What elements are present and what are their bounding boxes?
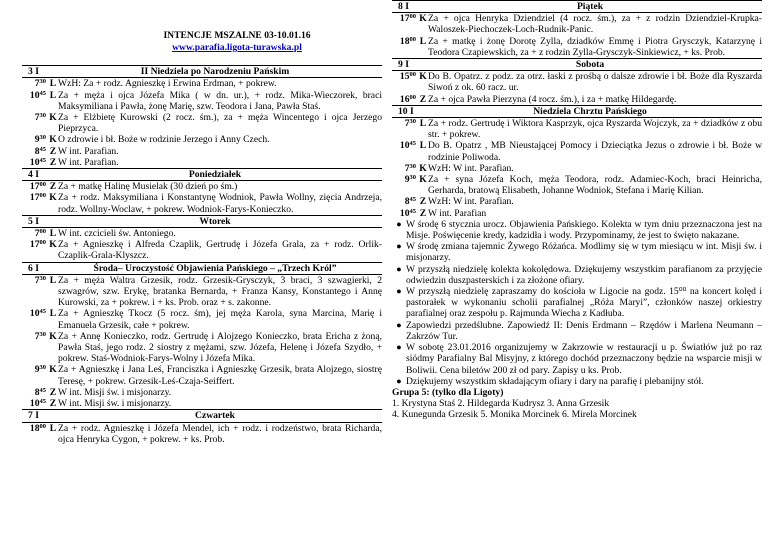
mass-time	[22, 134, 48, 145]
mass-time	[392, 196, 418, 207]
mass-intention	[392, 140, 762, 162]
day-title: Wtorek	[199, 215, 231, 227]
mass-hour: 18	[29, 422, 40, 434]
mass-hour: 8	[404, 196, 410, 208]
mass-intention	[22, 134, 382, 145]
day-date: 6 I	[28, 262, 39, 274]
mass-intention	[22, 331, 382, 365]
mass-place: Z	[49, 181, 57, 193]
day-header	[22, 65, 382, 78]
day-header	[22, 409, 382, 422]
mass-hour: 10	[399, 140, 410, 152]
announcement-item	[392, 342, 762, 376]
announcement-item	[392, 241, 762, 263]
day-date: 8 I	[398, 1, 409, 12]
mass-place: Z	[419, 207, 427, 219]
mass-intention	[22, 239, 382, 261]
mass-text: Za + męża i ojca Józefa Mika ( w dn. ur.), + rodz. Mika-Wieczorek, braci Maksymiliana i Pawła, żonę Marię, szw. Teodora i Jana, Pawła Staś.	[58, 89, 382, 112]
announcement-item	[392, 264, 762, 286]
mass-intention	[392, 94, 762, 105]
mass-hour: 10	[29, 308, 40, 320]
mass-place: L	[419, 140, 427, 152]
mass-time	[392, 94, 418, 105]
announcement-item	[392, 286, 762, 320]
day-title: II Niedziela po Narodzeniu Pańskim	[140, 66, 290, 78]
mass-hour: 9	[34, 134, 40, 146]
mass-text: Za + matkę Halinę Musielak (30 dzień po śm.)	[58, 181, 238, 193]
mass-minute: 45	[409, 196, 416, 204]
mass-hour: 18	[399, 35, 410, 47]
right-schedule	[392, 0, 762, 219]
mass-minute: 45	[39, 398, 46, 406]
mass-intention	[392, 196, 762, 207]
mass-time	[22, 192, 48, 214]
announcement-text: W środę zmiana tajemnic Żywego Różańca. Modlimy się w tym miesiącu w int. Misji św. i misjonarzy.	[406, 241, 762, 264]
day-title: Piątek	[576, 1, 604, 12]
day-header	[22, 262, 382, 275]
mass-time	[22, 364, 48, 386]
mass-time	[22, 181, 48, 192]
mass-text: W int. Parafian.	[58, 156, 119, 168]
mass-place: Z	[49, 386, 57, 398]
mass-hour: 10	[29, 89, 40, 101]
mass-time	[392, 36, 418, 58]
mass-text: O zdrowie i bł. Boże w rodzinie Jerzego i Anny Czech.	[58, 134, 270, 146]
mass-minute: 30	[409, 174, 416, 182]
mass-minute: 30	[39, 330, 46, 338]
day-title: Sobota	[575, 59, 605, 71]
mass-text: W int. Parafian.	[58, 145, 119, 157]
mass-text: Za + Agnieszkę i Jana Leś, Franciszka i Agnieszkę Grzesik, brata Alojzego, siostrę Teresę, + pokrew. Grzesik-Leś-Czaja-Seiffert.	[58, 364, 382, 387]
mass-time	[22, 228, 48, 239]
mass-time	[22, 423, 48, 445]
mass-intention	[22, 146, 382, 157]
mass-minute: 00	[39, 239, 46, 247]
mass-hour: 8	[34, 145, 40, 157]
mass-hour: 15	[399, 71, 410, 83]
parish-website-link[interactable]: www.parafia.ligota-turawska.pl	[172, 42, 302, 53]
day-date: 4 I	[28, 169, 39, 181]
mass-intention	[22, 181, 382, 192]
mass-hour: 7	[34, 274, 40, 286]
mass-hour: 10	[399, 207, 410, 219]
mass-time	[392, 140, 418, 162]
announcements	[392, 219, 762, 387]
mass-text: Do B. Opatrz. z podz. za otrz. łaski z prośbą o dalsze zdrowie i bł. Boże dla Ryszarda Siwoń z ok. 60 racz. ur.	[428, 71, 762, 94]
mass-intention	[392, 174, 762, 196]
mass-place: K	[419, 174, 427, 186]
day-header	[22, 215, 382, 228]
mass-time	[22, 90, 48, 112]
mass-hour: 17	[29, 181, 40, 193]
mass-text: Za + matkę i żonę Dorotę Zylla, dziadków Emmę i Piotra Grysczyk, Katarzynę i Teodora Czapiewskich, za + z rodzin Zylla-Grysczyk-Sinkiewicz, + ks. Prob.	[428, 35, 762, 58]
mass-place: K	[49, 192, 57, 204]
mass-intention	[392, 36, 762, 58]
day-header	[392, 0, 762, 13]
mass-minute: 45	[39, 308, 46, 316]
mass-hour: 9	[34, 364, 40, 376]
mass-minute: 45	[39, 89, 46, 97]
mass-intention	[22, 112, 382, 134]
mass-time	[22, 275, 48, 309]
announcement-item	[392, 219, 762, 241]
announcement-item	[392, 320, 762, 342]
mass-hour: 16	[399, 93, 410, 105]
mass-minute: 00	[39, 422, 46, 430]
mass-minute: 00	[39, 228, 46, 236]
mass-minute: 30	[39, 364, 46, 372]
mass-hour: 9	[404, 174, 410, 186]
mass-text: Za + ojca Pawła Pierzyna (4 rocz. śm.), i za + matkę Hildegardę.	[428, 93, 677, 105]
mass-time	[22, 308, 48, 330]
mass-hour: 17	[29, 239, 40, 251]
mass-place: K	[49, 239, 57, 251]
mass-place: L	[49, 228, 57, 240]
mass-place: L	[49, 78, 57, 90]
day-title: Niedziela Chrztu Pańskiego	[533, 105, 647, 117]
announcement-text: Zapowiedzi przedślubne. Zapowiedź II: Denis Erdmann – Rzędów i Marlena Neumann – Zakrzów Tur.	[406, 319, 762, 342]
mass-hour: 8	[34, 386, 40, 398]
mass-hour: 7	[34, 112, 40, 124]
mass-time	[392, 13, 418, 35]
mass-place: K	[419, 13, 427, 25]
mass-place: K	[419, 162, 427, 174]
mass-place: Z	[419, 196, 427, 208]
bullet-icon: ●	[396, 319, 402, 330]
mass-minute: 30	[409, 162, 416, 170]
mass-time	[392, 163, 418, 174]
mass-minute: 30	[39, 274, 46, 282]
mass-time	[22, 387, 48, 398]
mass-intention	[22, 157, 382, 168]
mass-intention	[392, 118, 762, 140]
mass-minute: 45	[39, 156, 46, 164]
mass-place: K	[49, 134, 57, 146]
mass-intention	[22, 192, 382, 214]
mass-intention	[22, 78, 382, 89]
mass-hour: 7	[34, 228, 40, 240]
announcement-text: W sobotę 23.01.2016 organizujemy w Zakrzowie w restauracji u p. Światłów już po raz siódmy Parafialny Bal Misyjny, z którego dochód przeznaczony będzie na wsparcie misji w Boliwii. Cena biletów 200 zł od pary. Zapisy u ks. Prob.	[406, 342, 762, 376]
mass-minute: 45	[39, 145, 46, 153]
mass-text: WzH: W int. Parafian.	[428, 196, 514, 208]
mass-intention	[22, 228, 382, 239]
mass-time	[392, 174, 418, 196]
mass-intention	[22, 275, 382, 309]
mass-intention	[22, 90, 382, 112]
announcement-text: W środę 6 stycznia urocz. Objawienia Pańskiego. Kolekta w tym dniu przeznaczona jest na Misje. Poświęcenie kredy, kadzidła i wody. Przypominamy, że jest to święto nakazane.	[406, 218, 762, 242]
mass-minute: 30	[409, 118, 416, 126]
mass-hour: 7	[34, 330, 40, 342]
mass-text: Za + Agnieszkę Tkocz (5 rocz. śm), jej męża Karola, syna Marcina, Marię i Emanuela Grzesik, całe + pokrew.	[58, 308, 382, 331]
bullet-icon: ●	[396, 263, 402, 274]
mass-text: Za + rodz. Maksymiliana i Konstantynę Wodniok, Pawła Wollny, zięcia Andrzeja, rodz. Wollny-Woclaw, + pokrew. Wodniok-Farys-Konieczko.	[58, 192, 382, 215]
mass-hour: 7	[34, 78, 40, 90]
day-date: 10 I	[398, 105, 414, 117]
announcement-text: Dziękujemy wszystkim składającym ofiary i dary na parafię i plebanijny stół.	[406, 375, 704, 387]
mass-text: Do B. Opatrz , MB Nieustającej Pomocy i Dzieciątka Jezus o zdrowie i bł. Boże w rodzinie Poliwoda.	[428, 140, 762, 163]
mass-intention	[392, 71, 762, 93]
mass-place: K	[49, 330, 57, 342]
mass-time	[22, 239, 48, 261]
mass-time	[22, 112, 48, 134]
mass-place: L	[49, 422, 57, 434]
bullet-icon: ●	[396, 241, 402, 252]
mass-time	[22, 157, 48, 168]
day-date: 7 I	[28, 410, 39, 422]
mass-hour: 10	[29, 156, 40, 168]
mass-intention	[22, 398, 382, 409]
left-schedule	[22, 65, 382, 445]
left-column	[22, 0, 382, 445]
mass-text: W int. Parafian	[428, 207, 487, 219]
mass-minute: 00	[409, 35, 416, 43]
mass-text: Za + Annę Konieczko, rodz. Gertrudę i Alojzego Konieczko, brata Ericha z żoną, Pawła Staś, jego rodz. 2 siostry z mężami, szw. Józefa, Helenę i Józefa Szydło, + pokrew. Staś-Wodniok-Farys-Wolny i Józefa Mika.	[58, 330, 382, 365]
mass-time	[392, 118, 418, 140]
mass-minute: 00	[39, 192, 46, 200]
right-column	[392, 0, 762, 421]
mass-place: Z	[49, 398, 57, 410]
mass-place: Z	[49, 156, 57, 168]
mass-text: WzH: W int. Parafian.	[428, 162, 514, 174]
group-members-line-2: 4. Kunegunda Grzesik 5. Monika Morcinek 6. Mirela Morcinek	[392, 409, 637, 421]
mass-text: Za + syna Józefa Koch, męża Teodora, rodz. Adamiec-Koch, braci Heinricha, Gerharda, bratową Elisabeth, Johanne Wodniok, Stefana i Marię Kilian.	[428, 174, 762, 197]
mass-minute: 30	[39, 112, 46, 120]
mass-text: W int. Misji św. i misjonarzy.	[58, 398, 172, 410]
mass-intention	[392, 163, 762, 174]
announcement-text: W przyszłą niedzielę zapraszamy do kościoła w Ligocie na godz. 15⁰⁰ na koncert kolęd i pastorałek w wykonaniu scholii parafialnej „Róża Maryi”, członków naszej orkiestry parafialnej oraz zespołu p. Rajmunda Wiecha z Kadłuba.	[406, 286, 762, 320]
bullet-icon: ●	[396, 375, 402, 386]
mass-intention	[22, 308, 382, 330]
mass-intention	[392, 13, 762, 35]
mass-minute: 30	[39, 134, 46, 142]
mass-place: L	[49, 308, 57, 320]
mass-place: K	[49, 364, 57, 376]
mass-time	[22, 78, 48, 89]
mass-hour: 7	[404, 162, 410, 174]
page-title: INTENCJE MSZALNE 03-10.01.16	[163, 30, 311, 41]
mass-text: Za + rodz. Gertrudę i Wiktora Kasprzyk, ojca Ryszarda Wojczyk, za + dziadków z obu str. + pokrew.	[428, 118, 762, 141]
mass-text: Za + rodz. Agnieszkę i Józefa Mendel, ich + rodz. i rodzeństwo, brata Richarda, ojca Henryka Cygon, + pokrew. + ks. Prob.	[58, 422, 382, 445]
mass-minute: 45	[409, 207, 416, 215]
mass-minute: 00	[39, 181, 46, 189]
mass-time	[392, 208, 418, 219]
mass-hour: 17	[29, 192, 40, 204]
mass-place: Z	[49, 145, 57, 157]
mass-intention	[392, 208, 762, 219]
mass-place: L	[49, 274, 57, 286]
day-header	[392, 58, 762, 71]
mass-time	[22, 146, 48, 157]
mass-minute: 45	[39, 386, 46, 394]
mass-time	[392, 71, 418, 93]
announcement-text: W przyszłą niedzielę kolekta kokolędowa. Dziękujemy wszystkim parafianom za przyjęcie odwiedzin duszpasterskich i za złożone ofiary.	[406, 263, 762, 286]
mass-text: Za + męża Waltra Grzesik, rodz. Grzesik-Grysczyk, 3 braci, 3 szwagierki, 2 szwagrów, szw. Erykę, bratanka Bernarda, + Franza Kansy, Konstantego i Annę Kurowski, za + pokrew. i + ks. Prob. oraz + s. zakonne.	[58, 274, 382, 309]
day-header	[392, 105, 762, 118]
mass-intention	[22, 423, 382, 445]
mass-minute: 45	[409, 140, 416, 148]
mass-minute: 00	[409, 71, 416, 79]
mass-text: Za + Agnieszkę i Alfreda Czaplik, Gertrudę i Józefa Grala, za + rodz. Orlik-Czaplik-Grala-Klyszcz.	[58, 239, 382, 262]
mass-place: L	[419, 35, 427, 47]
mass-time	[22, 331, 48, 365]
mass-text: WzH: Za + rodz. Agnieszkę i Erwina Erdman, + pokrew.	[58, 78, 277, 90]
group-members-line-1: 1. Krystyna Staś 2. Hildegarda Kudrysz 3. Anna Grzesik	[392, 398, 610, 410]
mass-text: Za + Elżbietę Kurowski (2 rocz. śm.), za + męża Wincentego i ojca Jerzego Pieprzyca.	[58, 112, 382, 135]
mass-hour: 7	[404, 118, 410, 130]
mass-place: L	[419, 118, 427, 130]
mass-minute: 00	[409, 13, 416, 21]
day-date: 9 I	[398, 59, 409, 71]
group-heading: Grupa 5: (tylko dla Ligoty)	[392, 386, 504, 398]
mass-place: K	[49, 112, 57, 124]
mass-hour: 17	[399, 13, 410, 25]
mass-text: Za + ojca Henryka Dziendziel (4 rocz. śm.), za + z rodzin Dziendziel-Krupka-Waloszek-Piechoczek-Loch-Rudnik-Panic.	[428, 13, 762, 36]
mass-minute: 00	[409, 93, 416, 101]
mass-place: Z	[419, 93, 427, 105]
day-title: Poniedziałek	[188, 169, 242, 181]
mass-minute: 30	[39, 78, 46, 86]
announcement-item	[392, 376, 762, 387]
mass-hour: 10	[29, 398, 40, 410]
day-title: Środa– Uroczystość Objawienia Pańskiego – „Trzech Król”	[93, 262, 337, 274]
day-date: 5 I	[28, 215, 39, 227]
day-date: 3 I	[28, 66, 39, 78]
day-title: Czwartek	[195, 410, 235, 422]
mass-intention	[22, 364, 382, 386]
bullet-icon: ●	[396, 342, 402, 353]
mass-place: L	[49, 89, 57, 101]
bullet-icon: ●	[396, 286, 402, 297]
day-header	[22, 168, 382, 181]
mass-intention	[22, 387, 382, 398]
mass-text: W int. czcicieli św. Antoniego.	[58, 228, 176, 240]
bullet-icon: ●	[396, 218, 402, 229]
mass-text: W int. Misji św. i misjonarzy.	[58, 386, 172, 398]
mass-place: K	[419, 71, 427, 83]
mass-time	[22, 398, 48, 409]
